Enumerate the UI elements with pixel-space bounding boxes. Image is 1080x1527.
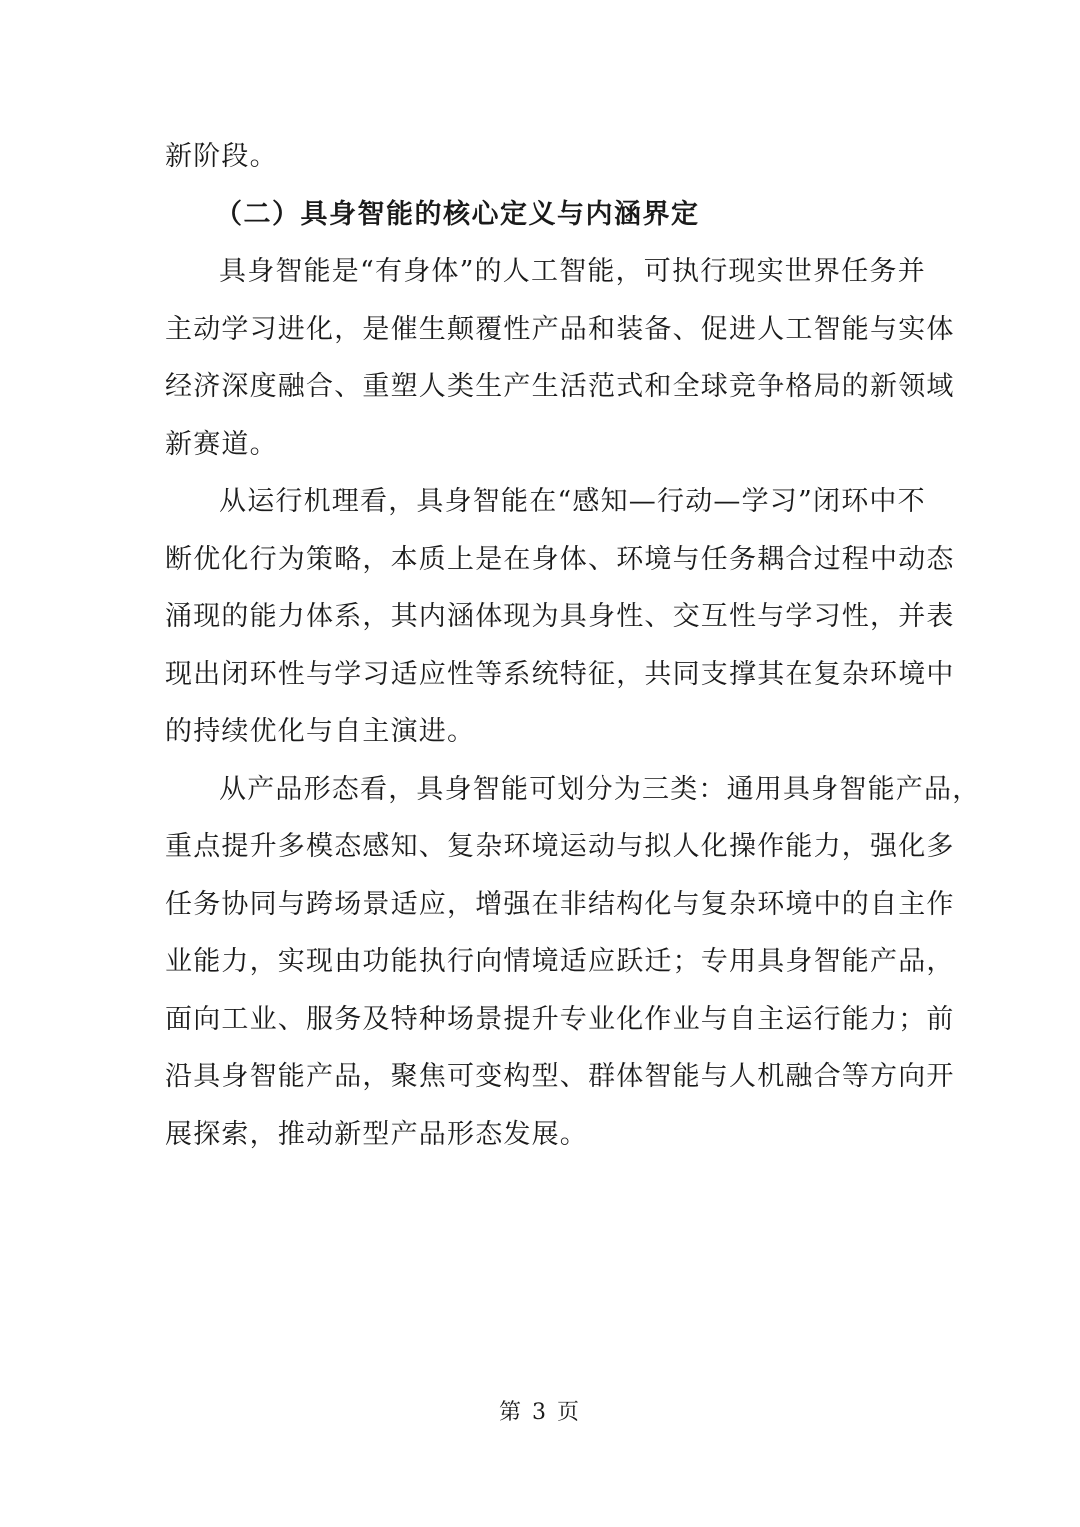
paragraph-definition: [165, 243, 955, 473]
section-heading: （二）具身智能的核心定义与内涵界定: [215, 198, 700, 230]
paragraph-line: 业能力，实现由功能执行向情境适应跃迁；专用具身智能产品，: [165, 946, 955, 977]
paragraph-product-forms: [165, 761, 981, 1164]
paragraph-line: 沿具身智能产品，聚焦可变构型、群体智能与人机融合等方向开: [165, 1061, 955, 1092]
paragraph-line: 重点提升多模态感知、复杂环境运动与拟人化操作能力，强化多: [165, 831, 955, 862]
paragraph-line: 断优化行为策略，本质上是在身体、环境与任务耦合过程中动态: [165, 543, 955, 575]
paragraph-line: 面向工业、服务及特种场景提升专业化作业与自主运行能力；前: [165, 1003, 955, 1035]
paragraph-line: 新赛道。: [165, 428, 278, 460]
paragraph-line: 涌现的能力体系，其内涵体现为具身性、交互性与学习性，并表: [165, 601, 955, 632]
paragraph-carryover-line: 新阶段。: [165, 141, 278, 172]
paragraph-line: 的持续优化与自主演进。: [165, 716, 476, 747]
paragraph-line: 主动学习进化，是催生颠覆性产品和装备、促进人工智能与实体: [165, 313, 955, 345]
paragraph-line: 具身智能是“有身体”的人工智能，可执行现实世界任务并: [219, 256, 926, 287]
page-number: 第 3 页: [499, 1400, 581, 1425]
paragraph-line: 现出闭环性与学习适应性等系统特征，共同支撑其在复杂环境中: [165, 658, 955, 690]
paragraph-line: 展探索，推动新型产品形态发展。: [165, 1118, 588, 1150]
paragraph-line: 经济深度融合、重塑人类生产生活范式和全球竞争格局的新领域: [165, 371, 955, 402]
paragraph-line: 任务协同与跨场景适应，增强在非结构化与复杂环境中的自主作: [165, 888, 955, 920]
paragraph-mechanism: [165, 473, 955, 761]
paragraph-line: 从产品形态看，具身智能可划分为三类：通用具身智能产品，: [219, 773, 981, 805]
document-body: [165, 128, 981, 1163]
paragraph-line: 从运行机理看，具身智能在“感知—行动—学习”闭环中不: [219, 486, 926, 517]
